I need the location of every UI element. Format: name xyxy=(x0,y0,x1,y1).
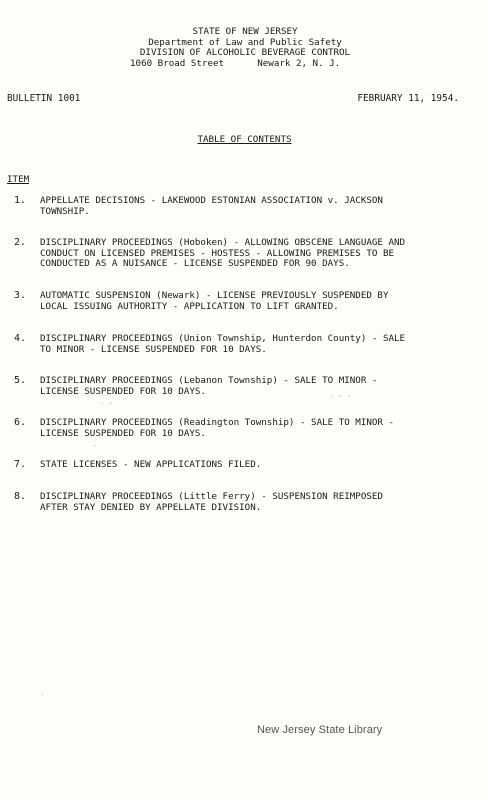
item-text: DISCIPLINARY PROCEEDINGS (Lebanon Township) - SALE TO MINOR - LICENSE SUSPENDED FOR 10 DAYS. xyxy=(40,375,378,397)
item-number: 2. xyxy=(14,237,27,248)
scan-speck: · · · xyxy=(330,393,352,401)
item-text: DISCIPLINARY PROCEEDINGS (Hoboken) - ALLOWING OBSCENE LANGUAGE AND CONDUCT ON LICENSED PREMISES - HOSTESS - ALLOWING PREMISES TO BE CONDUCTED AS A NUISANCE - LICENSE SUSPENDED FOR 90 DAYS. xyxy=(40,237,406,269)
item-text: STATE LICENSES - NEW APPLICATIONS FILED. xyxy=(40,459,262,470)
item-text: DISCIPLINARY PROCEEDINGS (Little Ferry) - SUSPENSION REIMPOSED AFTER STAY DENIED BY APPELLATE DIVISION. xyxy=(40,491,383,513)
item-number: 8. xyxy=(14,491,27,502)
item-number: 1. xyxy=(14,195,27,206)
item-text: APPELLATE DECISIONS - LAKEWOOD ESTONIAN ASSOCIATION v. JACKSON TOWNSHIP. xyxy=(40,195,383,217)
header-division: DIVISION OF ALCOHOLIC BEVERAGE CONTROL xyxy=(139,47,351,58)
library-stamp: New Jersey State Library xyxy=(257,724,383,736)
item-text: DISCIPLINARY PROCEEDINGS (Readington Township) - SALE TO MINOR - LICENSE SUSPENDED FOR 10 DAYS. xyxy=(40,417,395,439)
item-number: 4. xyxy=(14,333,27,344)
item-number: 6. xyxy=(14,417,27,428)
header-department: Department of Law and Public Safety xyxy=(148,36,342,48)
item-text: DISCIPLINARY PROCEEDINGS (Union Township, Hunterdon County) - SALE TO MINOR - LICENSE SUSPENDED FOR 10 DAYS. xyxy=(40,333,406,355)
item-number: 7. xyxy=(14,459,27,470)
scan-speck: · · xyxy=(100,400,113,408)
item-number: 5. xyxy=(14,375,27,386)
toc-title: TABLE OF CONTENTS xyxy=(197,134,292,145)
scan-speck: · xyxy=(40,691,45,699)
item-heading: ITEM xyxy=(7,174,30,185)
item-number: 3. xyxy=(14,290,27,301)
scan-speck: · xyxy=(92,442,97,450)
header-state: STATE OF NEW JERSEY xyxy=(192,26,298,37)
letterhead xyxy=(100,27,390,69)
header-address: 1060 Broad Street Newark 2, N. J. xyxy=(130,57,341,69)
bulletin-date: FEBRUARY 11, 1954. xyxy=(357,93,459,104)
item-text: AUTOMATIC SUSPENSION (Newark) - LICENSE PREVIOUSLY SUSPENDED BY LOCAL ISSUING AUTHORITY - APPLICATION TO LIFT GRANTED. xyxy=(40,290,389,312)
bulletin-number: BULLETIN 1001 xyxy=(7,93,81,104)
